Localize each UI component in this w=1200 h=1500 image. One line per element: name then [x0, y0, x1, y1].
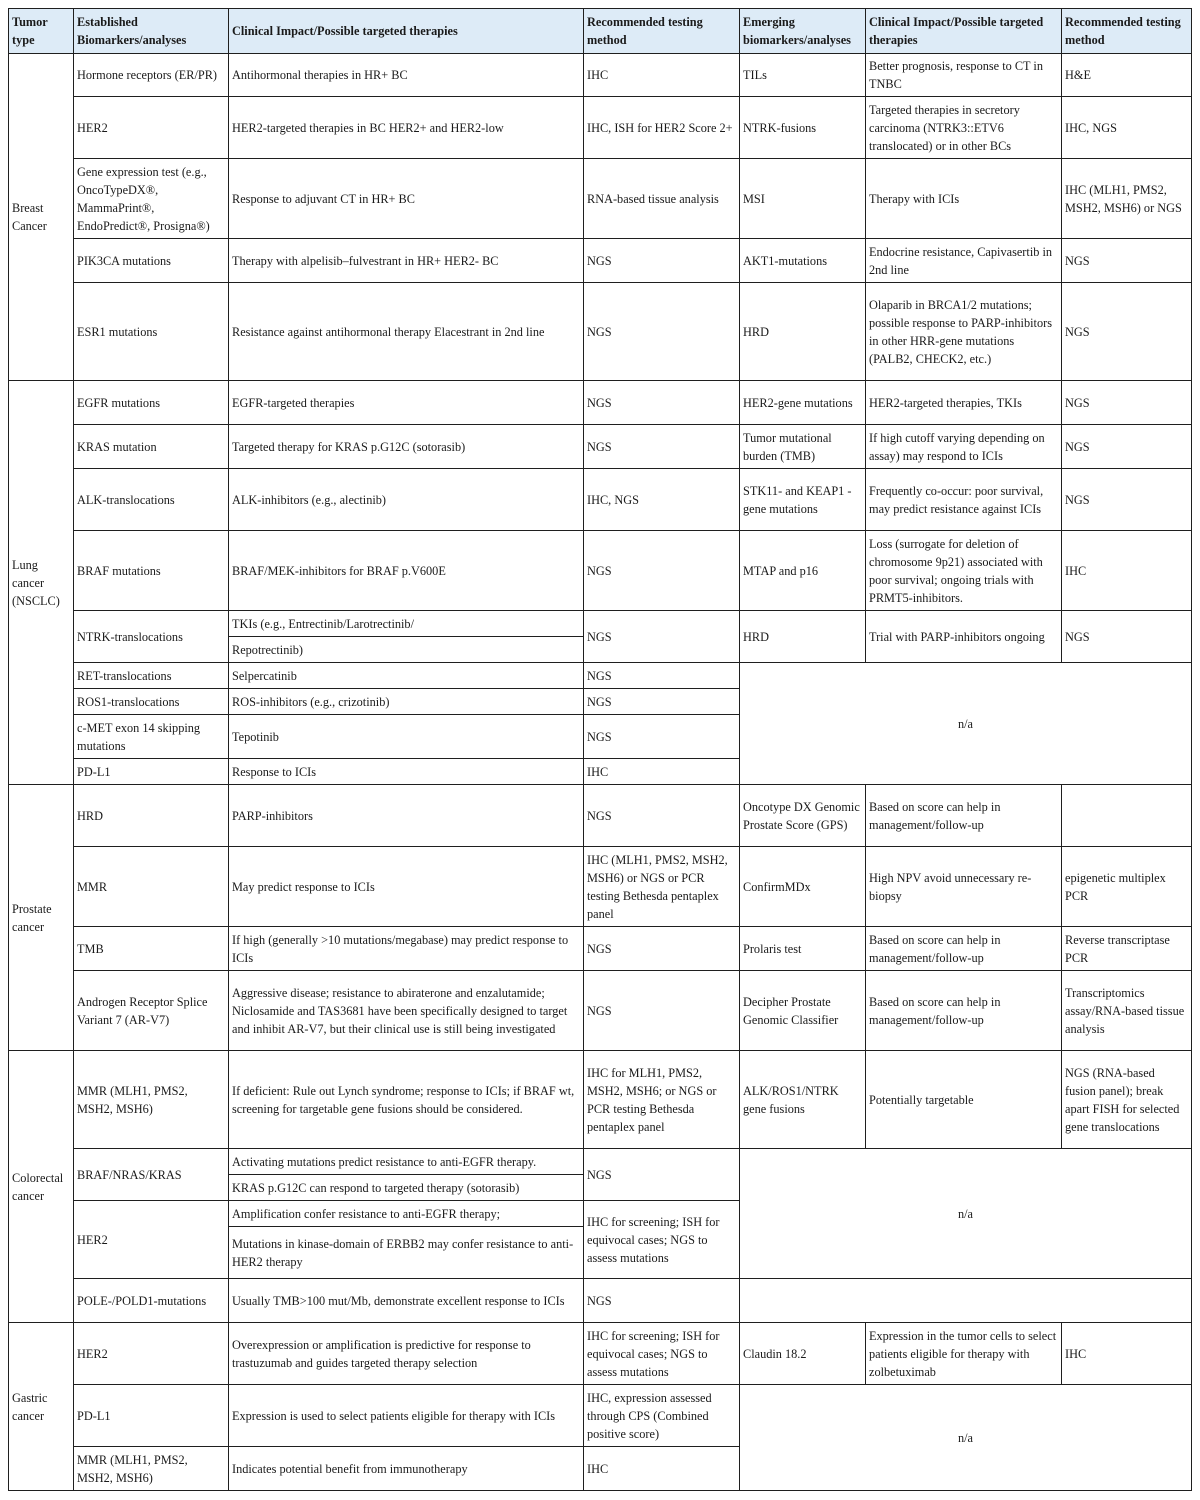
biomarker-cell: EGFR mutations	[74, 381, 229, 425]
table-row	[9, 1385, 1192, 1447]
impact-cell: ALK-inhibitors (e.g., alectinib)	[229, 469, 584, 531]
not-applicable-cell: n/a	[740, 663, 1192, 785]
impact-cell: Usually TMB>100 mut/Mb, demonstrate excellent response to ICIs	[229, 1279, 584, 1323]
emerging-biomarker-cell: AKT1-mutations	[740, 239, 866, 283]
impact-cell: Aggressive disease; resistance to abiraterone and enzalutamide; Niclosamide and TAS3681 have been specifically designed to target and inhibit AR-V7, but their clinical use is still being investigated	[229, 971, 584, 1051]
emerging-impact-cell: Expression in the tumor cells to select patients eligible for therapy with zolbetuximab	[866, 1323, 1062, 1385]
emerging-method-cell: NGS (RNA-based fusion panel); break apart FISH for selected gene translocations	[1062, 1051, 1192, 1149]
header-testing-method: Recommended testing method	[584, 9, 740, 54]
emerging-impact-cell: Potentially targetable	[866, 1051, 1062, 1149]
table-row	[9, 97, 1192, 159]
impact-cell: Repotrectinib)	[229, 637, 584, 663]
impact-cell: PARP-inhibitors	[229, 785, 584, 847]
impact-cell: Expression is used to select patients eligible for therapy with ICIs	[229, 1385, 584, 1447]
table-row	[9, 611, 1192, 637]
emerging-method-cell: NGS	[1062, 283, 1192, 381]
impact-cell: Antihormonal therapies in HR+ BC	[229, 54, 584, 97]
header-clinical-impact: Clinical Impact/Possible targeted therapies	[229, 9, 584, 54]
biomarker-cell: PIK3CA mutations	[74, 239, 229, 283]
impact-cell: KRAS p.G12C can respond to targeted therapy (sotorasib)	[229, 1175, 584, 1201]
impact-cell: Response to adjuvant CT in HR+ BC	[229, 159, 584, 239]
biomarker-cell: c-MET exon 14 skipping mutations	[74, 715, 229, 759]
impact-cell: EGFR-targeted therapies	[229, 381, 584, 425]
biomarker-cell: NTRK-translocations	[74, 611, 229, 663]
method-cell: IHC	[584, 54, 740, 97]
biomarker-cell: ALK-translocations	[74, 469, 229, 531]
method-cell: IHC	[584, 1447, 740, 1491]
emerging-impact-cell: If high cutoff varying depending on assay) may respond to ICIs	[866, 425, 1062, 469]
table-row	[9, 239, 1192, 283]
biomarker-cell: ESR1 mutations	[74, 283, 229, 381]
biomarker-cell: MMR (MLH1, PMS2, MSH2, MSH6)	[74, 1447, 229, 1491]
table-row	[9, 425, 1192, 469]
impact-cell: ROS-inhibitors (e.g., crizotinib)	[229, 689, 584, 715]
impact-cell: BRAF/MEK-inhibitors for BRAF p.V600E	[229, 531, 584, 611]
emerging-method-cell: Reverse transcriptase PCR	[1062, 927, 1192, 971]
impact-cell: Tepotinib	[229, 715, 584, 759]
header-emerging-method: Recommended testing method	[1062, 9, 1192, 54]
biomarker-cell: TMB	[74, 927, 229, 971]
biomarker-cell: HRD	[74, 785, 229, 847]
method-cell: NGS	[584, 381, 740, 425]
biomarker-cell: POLE-/POLD1-mutations	[74, 1279, 229, 1323]
emerging-biomarker-cell: HER2-gene mutations	[740, 381, 866, 425]
emerging-biomarker-cell: MSI	[740, 159, 866, 239]
method-cell: NGS	[584, 1279, 740, 1323]
biomarker-cell: HER2	[74, 1323, 229, 1385]
emerging-biomarker-cell: Oncotype DX Genomic Prostate Score (GPS)	[740, 785, 866, 847]
biomarker-cell: RET-translocations	[74, 663, 229, 689]
emerging-biomarker-cell: ConfirmMDx	[740, 847, 866, 927]
method-cell: NGS	[584, 239, 740, 283]
biomarker-table	[8, 8, 1192, 1491]
method-cell: NGS	[584, 283, 740, 381]
table-row	[9, 1149, 1192, 1175]
tumor-type-cell: Prostate cancer	[9, 785, 74, 1051]
biomarker-cell: Hormone receptors (ER/PR)	[74, 54, 229, 97]
header-emerging-impact: Clinical Impact/Possible targeted therapies	[866, 9, 1062, 54]
impact-cell: Indicates potential benefit from immunotherapy	[229, 1447, 584, 1491]
method-cell: NGS	[584, 531, 740, 611]
emerging-impact-cell: High NPV avoid unnecessary re-biopsy	[866, 847, 1062, 927]
method-cell: IHC for screening; ISH for equivocal cases; NGS to assess mutations	[584, 1201, 740, 1279]
emerging-impact-cell: Based on score can help in management/follow-up	[866, 971, 1062, 1051]
header-tumor-type: Tumor type	[9, 9, 74, 54]
biomarker-cell: HER2	[74, 97, 229, 159]
emerging-method-cell: NGS	[1062, 611, 1192, 663]
tumor-type-cell: Gastric cancer	[9, 1323, 74, 1491]
method-cell: IHC for screening; ISH for equivocal cases; NGS to assess mutations	[584, 1323, 740, 1385]
emerging-impact-cell: Better prognosis, response to CT in TNBC	[866, 54, 1062, 97]
table-row	[9, 283, 1192, 381]
emerging-impact-cell: Targeted therapies in secretory carcinoma (NTRK3::ETV6 translocated) or in other BCs	[866, 97, 1062, 159]
emerging-impact-cell: Olaparib in BRCA1/2 mutations; possible response to PARP-inhibitors in other HRR-gene mutations (PALB2, CHECK2, etc.)	[866, 283, 1062, 381]
emerging-method-cell: IHC	[1062, 1323, 1192, 1385]
impact-cell: Resistance against antihormonal therapy Elacestrant in 2nd line	[229, 283, 584, 381]
impact-cell: Therapy with alpelisib–fulvestrant in HR+ HER2- BC	[229, 239, 584, 283]
emerging-impact-cell: Trial with PARP-inhibitors ongoing	[866, 611, 1062, 663]
biomarker-cell: MMR	[74, 847, 229, 927]
emerging-biomarker-cell: Prolaris test	[740, 927, 866, 971]
method-cell: NGS	[584, 927, 740, 971]
header-row	[9, 9, 1192, 54]
table-row	[9, 531, 1192, 611]
emerging-method-cell: NGS	[1062, 425, 1192, 469]
emerging-biomarker-cell: TILs	[740, 54, 866, 97]
impact-cell: Targeted therapy for KRAS p.G12C (sotorasib)	[229, 425, 584, 469]
header-emerging-biomarkers: Emerging biomarkers/analyses	[740, 9, 866, 54]
table-row	[9, 847, 1192, 927]
impact-cell: Response to ICIs	[229, 759, 584, 785]
biomarker-cell: Gene expression test (e.g., OncoTypeDX®, MammaPrint®, EndoPredict®, Prosigna®)	[74, 159, 229, 239]
impact-cell: Activating mutations predict resistance to anti-EGFR therapy.	[229, 1149, 584, 1175]
table-row	[9, 469, 1192, 531]
method-cell: NGS	[584, 715, 740, 759]
emerging-biomarker-cell: Decipher Prostate Genomic Classifier	[740, 971, 866, 1051]
emerging-impact-cell: Endocrine resistance, Capivasertib in 2nd line	[866, 239, 1062, 283]
not-applicable-cell: n/a	[740, 1385, 1192, 1491]
table-row	[9, 971, 1192, 1051]
emerging-method-cell: Transcriptomics assay/RNA-based tissue analysis	[1062, 971, 1192, 1051]
table-row	[9, 1279, 1192, 1323]
biomarker-cell: BRAF mutations	[74, 531, 229, 611]
method-cell: IHC, ISH for HER2 Score 2+	[584, 97, 740, 159]
method-cell: IHC (MLH1, PMS2, MSH2, MSH6) or NGS or PCR testing Bethesda pentaplex panel	[584, 847, 740, 927]
emerging-method-cell: H&E	[1062, 54, 1192, 97]
emerging-biomarker-cell: Tumor mutational burden (TMB)	[740, 425, 866, 469]
emerging-method-cell	[1062, 785, 1192, 847]
emerging-biomarker-cell: NTRK-fusions	[740, 97, 866, 159]
emerging-biomarker-cell: ALK/ROS1/NTRK gene fusions	[740, 1051, 866, 1149]
method-cell: NGS	[584, 663, 740, 689]
emerging-impact-cell: Based on score can help in management/follow-up	[866, 927, 1062, 971]
emerging-biomarker-cell: Claudin 18.2	[740, 1323, 866, 1385]
biomarker-cell: HER2	[74, 1201, 229, 1279]
impact-cell: May predict response to ICIs	[229, 847, 584, 927]
impact-cell: HER2-targeted therapies in BC HER2+ and HER2-low	[229, 97, 584, 159]
emerging-method-cell: IHC (MLH1, PMS2, MSH2, MSH6) or NGS	[1062, 159, 1192, 239]
method-cell: NGS	[584, 1149, 740, 1201]
biomarker-cell: ROS1-translocations	[74, 689, 229, 715]
emerging-method-cell: epigenetic multiplex PCR	[1062, 847, 1192, 927]
emerging-biomarker-cell: HRD	[740, 611, 866, 663]
biomarker-cell: BRAF/NRAS/KRAS	[74, 1149, 229, 1201]
impact-cell: Selpercatinib	[229, 663, 584, 689]
emerging-biomarker-cell: HRD	[740, 283, 866, 381]
biomarker-cell: Androgen Receptor Splice Variant 7 (AR-V7)	[74, 971, 229, 1051]
biomarker-cell: MMR (MLH1, PMS2, MSH2, MSH6)	[74, 1051, 229, 1149]
method-cell: NGS	[584, 971, 740, 1051]
method-cell: NGS	[584, 689, 740, 715]
impact-cell: If high (generally >10 mutations/megabase) may predict response to ICIs	[229, 927, 584, 971]
table-row	[9, 1051, 1192, 1149]
impact-cell: If deficient: Rule out Lynch syndrome; response to ICIs; if BRAF wt, screening for targetable gene fusions should be considered.	[229, 1051, 584, 1149]
emerging-method-cell: NGS	[1062, 239, 1192, 283]
method-cell: IHC	[584, 759, 740, 785]
biomarker-cell: KRAS mutation	[74, 425, 229, 469]
emerging-method-cell: NGS	[1062, 469, 1192, 531]
method-cell: RNA-based tissue analysis	[584, 159, 740, 239]
method-cell: IHC, expression assessed through CPS (Combined positive score)	[584, 1385, 740, 1447]
tumor-type-cell: Lung cancer (NSCLC)	[9, 381, 74, 785]
emerging-impact-cell: Therapy with ICIs	[866, 159, 1062, 239]
emerging-impact-cell: Based on score can help in management/follow-up	[866, 785, 1062, 847]
not-applicable-cell: n/a	[740, 1149, 1192, 1279]
emerging-biomarker-cell: MTAP and p16	[740, 531, 866, 611]
table-row	[9, 54, 1192, 97]
impact-cell: TKIs (e.g., Entrectinib/Larotrectinib/	[229, 611, 584, 637]
table-row	[9, 785, 1192, 847]
table-row	[9, 1323, 1192, 1385]
emerging-impact-cell: Frequently co-occur: poor survival, may predict resistance against ICIs	[866, 469, 1062, 531]
table-row	[9, 927, 1192, 971]
method-cell: NGS	[584, 425, 740, 469]
emerging-impact-cell: HER2-targeted therapies, TKIs	[866, 381, 1062, 425]
table-row	[9, 381, 1192, 425]
biomarker-cell: PD-L1	[74, 1385, 229, 1447]
emerging-biomarker-cell: STK11- and KEAP1 -gene mutations	[740, 469, 866, 531]
tumor-type-cell: Breast Cancer	[9, 54, 74, 381]
impact-cell: Amplification confer resistance to anti-EGFR therapy;	[229, 1201, 584, 1227]
emerging-method-cell: NGS	[1062, 381, 1192, 425]
method-cell: NGS	[584, 785, 740, 847]
emerging-method-cell: IHC, NGS	[1062, 97, 1192, 159]
impact-cell: Overexpression or amplification is predictive for response to trastuzumab and guides targeted therapy selection	[229, 1323, 584, 1385]
tumor-type-cell: Colorectal cancer	[9, 1051, 74, 1323]
header-established-biomarkers: Established Biomarkers/analyses	[74, 9, 229, 54]
method-cell: IHC, NGS	[584, 469, 740, 531]
emerging-impact-cell: Loss (surrogate for deletion of chromosome 9p21) associated with poor survival; ongoing trials with PRMT5-inhibitors.	[866, 531, 1062, 611]
biomarker-cell: PD-L1	[74, 759, 229, 785]
table-row	[9, 663, 1192, 689]
method-cell: NGS	[584, 611, 740, 663]
emerging-method-cell: IHC	[1062, 531, 1192, 611]
method-cell: IHC for MLH1, PMS2, MSH2, MSH6; or NGS or PCR testing Bethesda pentaplex panel	[584, 1051, 740, 1149]
empty-cell	[740, 1279, 1192, 1323]
impact-cell: Mutations in kinase-domain of ERBB2 may confer resistance to anti-HER2 therapy	[229, 1227, 584, 1279]
table-row	[9, 159, 1192, 239]
